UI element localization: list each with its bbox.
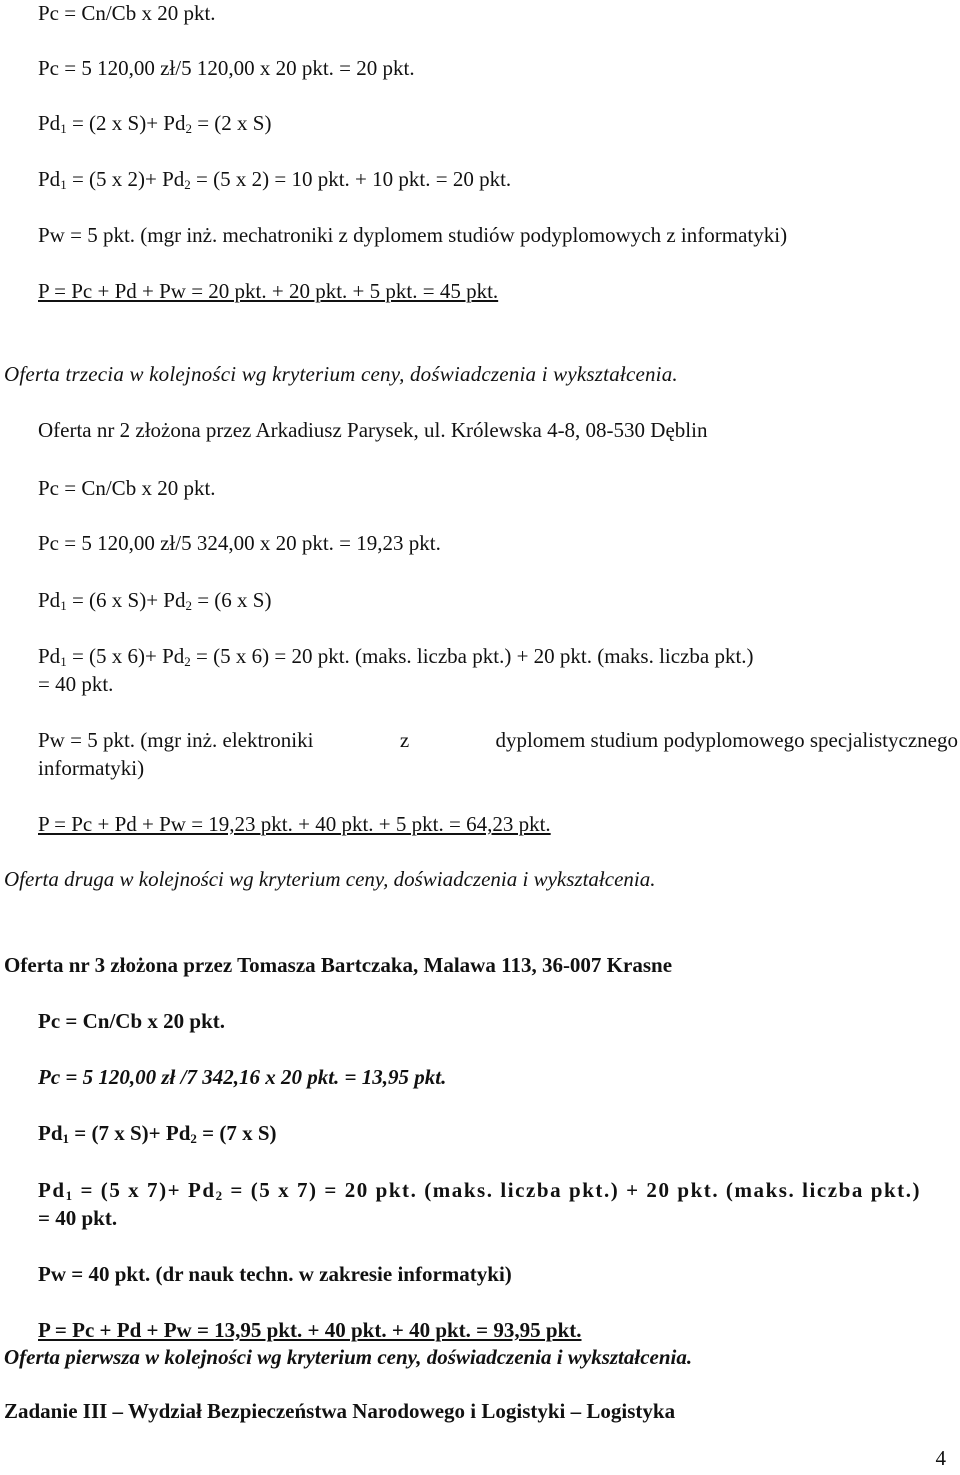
formula-pd-def-3: $Pd_1 = (7$ x $S)+ Pd_2 = (7$ x S) bbox=[38, 1121, 277, 1146]
formula-pw-3: Pw = 40 pkt. (dr nauk techn. w zakresie informatyki) bbox=[38, 1262, 512, 1286]
formula-total-1: P = Pc + Pd + Pw = 20 pkt. + 20 pkt. + 5 pkt. = 45 pkt. bbox=[38, 279, 499, 303]
formula-pd-calc-2: $Pd_1 = (5$ x $6)+ Pd_2 = (5$ x 6) = 20 pkt. (maks. liczba pkt.) + 20 pkt. (maks. liczba pkt.) bbox=[38, 644, 754, 669]
formula-pd-def-1: $Pd_1 = (2$ x $S)+ Pd_2 = (2$ x S) bbox=[38, 111, 272, 136]
ranking-note-2: Oferta druga w kolejności wg kryterium ceny, doświadczenia i wykształcenia. bbox=[4, 867, 656, 891]
formula-pc-def-1: Pc = Cn/Cb x 20 pkt. bbox=[38, 1, 216, 25]
formula-pc-calc-3: Pc = 5 120,00 zł /7 342,16 x 20 pkt. = 13,95 pkt. bbox=[38, 1065, 447, 1089]
formula-pd-calc-3: $Pd_1 = (5$ x $7)+ Pd_2 = (5$ x 7) = 20 pkt. (maks. liczba pkt.) + 20 pkt. (maks. liczba pkt.) bbox=[38, 1178, 922, 1203]
formula-pd-def-2: $Pd_1 = (6$ x $S)+ Pd_2 = (6$ x S) bbox=[38, 588, 272, 613]
formula-pw-2-cont: informatyki) bbox=[38, 756, 145, 780]
page-number: 4 bbox=[935, 1446, 946, 1470]
formula-total-2: P = Pc + Pd + Pw = 19,23 pkt. + 40 pkt. + 5 pkt. = 64,23 pkt. bbox=[38, 812, 551, 836]
ranking-note-1: Oferta trzecia w kolejności wg kryterium ceny, doświadczenia i wykształcenia. bbox=[4, 362, 678, 386]
formula-pc-calc-1: Pc = 5 120,00 zł/5 120,00 x 20 pkt. = 20 pkt. bbox=[38, 56, 415, 80]
formula-pw-1: Pw = 5 pkt. (mgr inż. mechatroniki z dyplomem studiów podyplomowych z informatyki) bbox=[38, 223, 788, 247]
ranking-note-3: Oferta pierwsza w kolejności wg kryterium ceny, doświadczenia i wykształcenia. bbox=[4, 1345, 693, 1369]
offer-heading-3: Oferta nr 3 złożona przez Tomasza Bartczaka, Malawa 113, 36-007 Krasne bbox=[4, 953, 673, 977]
offer-heading-2: Oferta nr 2 złożona przez Arkadiusz Parysek, ul. Królewska 4-8, 08-530 Dęblin bbox=[38, 418, 708, 442]
formula-pd-calc-1: $Pd_1 = (5$ x $2)+ Pd_2 = (5$ x 2) = 10 pkt. + 10 pkt. = 20 pkt. bbox=[38, 167, 512, 192]
formula-pc-def-2: Pc = Cn/Cb x 20 pkt. bbox=[38, 476, 216, 500]
formula-pw-2: Pw = 5 pkt. (mgr inż. elektroniki z dyplomem studium podyplomowego specjalistycznego bbox=[38, 728, 958, 752]
formula-pc-def-3: Pc = Cn/Cb x 20 pkt. bbox=[38, 1009, 225, 1033]
formula-pd-result-3: = 40 pkt. bbox=[38, 1206, 118, 1230]
task-heading: Zadanie III – Wydział Bezpieczeństwa Narodowego i Logistyki – Logistyka bbox=[4, 1399, 676, 1423]
formula-pd-result-2: = 40 pkt. bbox=[38, 672, 114, 696]
formula-pc-calc-2: Pc = 5 120,00 zł/5 324,00 x 20 pkt. = 19,23 pkt. bbox=[38, 531, 441, 555]
formula-total-3: P = Pc + Pd + Pw = 13,95 pkt. + 40 pkt. + 40 pkt. = 93,95 pkt. bbox=[38, 1318, 582, 1342]
